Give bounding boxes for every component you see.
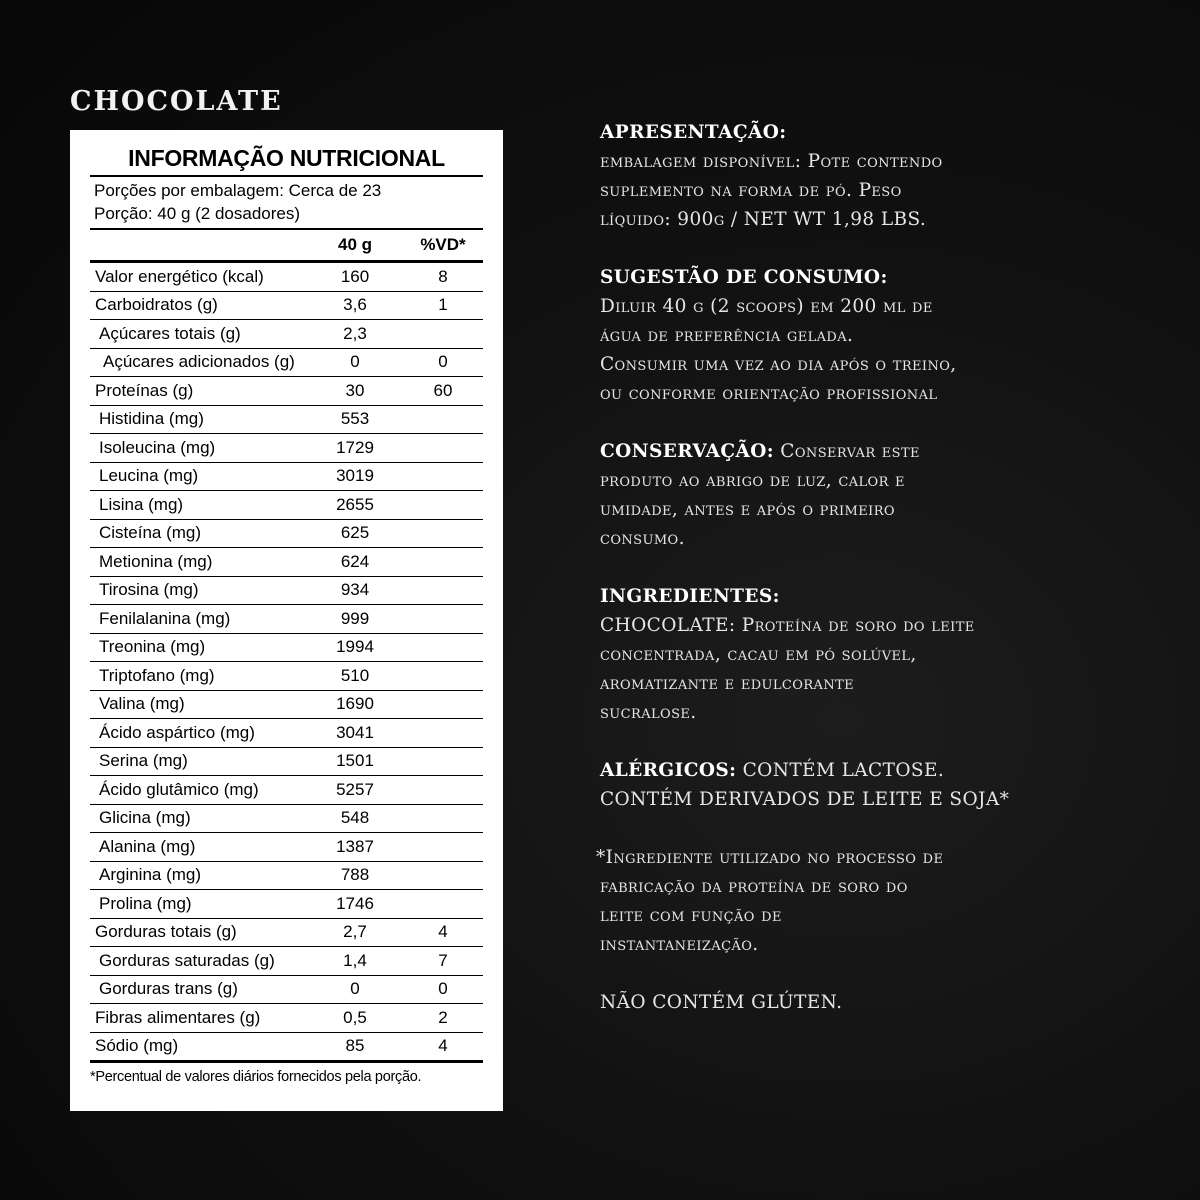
sugestao-line: ou conforme orientação profissional (600, 383, 938, 404)
apresentacao-line: líquido: 900g / NET WT 1,98 LBS. (600, 209, 927, 230)
nutrition-row (90, 690, 483, 719)
serving-size: Porção: 40 g (2 dosadores) (94, 204, 301, 223)
nutrient-dv (403, 747, 483, 776)
asterisk-note-line: leite com função de (600, 905, 782, 926)
nutrient-dv: 0 (403, 348, 483, 377)
nutrient-name: Cisteína (mg) (90, 519, 307, 548)
nutrition-row (90, 918, 483, 947)
nutrient-name: Metionina (mg) (90, 548, 307, 577)
nutrient-dv: 8 (403, 262, 483, 292)
nutrient-dv (403, 662, 483, 691)
servings-per-package: Porções por embalagem: Cerca de 23 (94, 181, 382, 200)
apresentacao-line: suplemento na forma de pó. Peso (600, 180, 902, 201)
conservacao-line: consumo. (600, 528, 685, 549)
nutrient-dv (403, 804, 483, 833)
nutrient-dv (403, 861, 483, 890)
nutrient-amount: 934 (307, 576, 403, 605)
nutrition-row (90, 548, 483, 577)
nutrient-amount: 0,5 (307, 1004, 403, 1033)
nutrient-name: Carboidratos (g) (90, 291, 307, 320)
nutrient-dv: 7 (403, 947, 483, 976)
ingredientes-line: aromatizante e edulcorante (600, 673, 855, 694)
nutrition-row (90, 890, 483, 919)
section-asterisk-note (596, 843, 1160, 959)
nutrient-name: Isoleucina (mg) (90, 434, 307, 463)
alergicos-first-line (600, 756, 1160, 785)
dv-column-header: %VD* (403, 230, 483, 262)
nutrient-dv (403, 776, 483, 805)
nutrition-row (90, 947, 483, 976)
nutrient-name: Sódio (mg) (90, 1032, 307, 1062)
nutrient-dv: 1 (403, 291, 483, 320)
section-alergicos (600, 756, 1160, 814)
nutrition-row (90, 662, 483, 691)
nutrition-row (90, 605, 483, 634)
nutrient-name: Fenilalanina (mg) (90, 605, 307, 634)
sugestao-line: água de preferência gelada. (600, 325, 854, 346)
nutrition-row (90, 861, 483, 890)
nutrient-dv (403, 605, 483, 634)
nutrient-name: Açúcares totais (g) (90, 320, 307, 349)
nutrient-amount: 1729 (307, 434, 403, 463)
nutrient-amount: 625 (307, 519, 403, 548)
nutrient-dv: 2 (403, 1004, 483, 1033)
nutrient-amount: 999 (307, 605, 403, 634)
nutrition-row (90, 633, 483, 662)
nutrition-table (90, 230, 483, 1063)
nutrient-name: Prolina (mg) (90, 890, 307, 919)
nutrition-row (90, 747, 483, 776)
nutrition-row (90, 519, 483, 548)
nutrient-name: Gorduras saturadas (g) (90, 947, 307, 976)
nutrition-row (90, 291, 483, 320)
alergicos-heading: ALÉRGICOS: (600, 760, 737, 781)
nutrition-row (90, 405, 483, 434)
nutrition-table-header (90, 230, 483, 262)
nutrient-dv (403, 719, 483, 748)
nutrient-name: Valina (mg) (90, 690, 307, 719)
ingredientes-heading: INGREDIENTES: (600, 586, 780, 607)
nutrient-dv: 60 (403, 377, 483, 406)
asterisk-note-line: instantaneização. (600, 934, 759, 955)
nutrient-name: Arginina (mg) (90, 861, 307, 890)
nutrient-name: Triptofano (mg) (90, 662, 307, 691)
nutrient-dv (403, 519, 483, 548)
conservacao-line: produto ao abrigo de luz, calor e (600, 470, 905, 491)
nutrient-amount: 0 (307, 348, 403, 377)
sugestao-line: Consumir uma vez ao dia após o treino, (600, 354, 957, 375)
nutrient-amount: 1501 (307, 747, 403, 776)
nutrition-row (90, 377, 483, 406)
nutrient-name: Ácido glutâmico (mg) (90, 776, 307, 805)
nutrient-amount: 3,6 (307, 291, 403, 320)
nutrient-name: Gorduras trans (g) (90, 975, 307, 1004)
nutrition-row (90, 320, 483, 349)
ingredientes-line: CHOCOLATE: Proteína de soro do leite (600, 615, 975, 636)
nutrient-dv (403, 548, 483, 577)
apresentacao-heading: APRESENTAÇÃO: (600, 122, 787, 143)
nutrient-amount: 624 (307, 548, 403, 577)
ingredientes-line: concentrada, cacau em pó solúvel, (600, 644, 917, 665)
conservacao-heading: CONSERVAÇÃO: (600, 441, 775, 462)
product-info (596, 118, 1160, 1046)
nutrient-amount: 85 (307, 1032, 403, 1062)
nutrient-amount: 3019 (307, 462, 403, 491)
nutrition-row (90, 262, 483, 292)
nutrient-dv (403, 462, 483, 491)
nutrient-dv (403, 633, 483, 662)
conservacao-text: Conservar este (774, 441, 920, 462)
nutrition-row (90, 719, 483, 748)
nutrient-amount: 548 (307, 804, 403, 833)
nutrient-amount: 553 (307, 405, 403, 434)
nutrient-name: Leucina (mg) (90, 462, 307, 491)
nutrient-name: Ácido aspártico (mg) (90, 719, 307, 748)
nutrition-facts-panel (70, 130, 503, 1111)
nutrition-row (90, 491, 483, 520)
nutrient-amount: 1994 (307, 633, 403, 662)
nutrient-dv (403, 690, 483, 719)
section-apresentacao (600, 118, 1160, 234)
nutrition-row (90, 833, 483, 862)
nutrient-amount: 510 (307, 662, 403, 691)
nutrient-amount: 1690 (307, 690, 403, 719)
nutrient-amount: 1746 (307, 890, 403, 919)
nutrition-row (90, 1004, 483, 1033)
conservacao-line: umidade, antes e após o primeiro (600, 499, 895, 520)
nutrition-row (90, 776, 483, 805)
nutrient-amount: 30 (307, 377, 403, 406)
nutrition-row (90, 348, 483, 377)
flavor-title: CHOCOLATE (70, 86, 283, 117)
nutrient-name: Histidina (mg) (90, 405, 307, 434)
nutrient-amount: 5257 (307, 776, 403, 805)
section-sugestao (600, 263, 1160, 408)
nutrition-row (90, 1032, 483, 1062)
sugestao-line: Diluir 40 g (2 scoops) em 200 ml de (600, 296, 933, 317)
nutrition-row (90, 462, 483, 491)
nutrient-amount: 2655 (307, 491, 403, 520)
conservacao-first-line (600, 437, 1160, 466)
ingredientes-line: sucralose. (600, 702, 697, 723)
nutrient-dv: 0 (403, 975, 483, 1004)
nutrition-row (90, 804, 483, 833)
asterisk-note-line: fabricação da proteína de soro do (600, 876, 908, 897)
nutrient-name: Gorduras totais (g) (90, 918, 307, 947)
alergicos-line: CONTÉM DERIVADOS DE LEITE E SOJA* (600, 789, 1010, 810)
nutrient-amount: 160 (307, 262, 403, 292)
nutrient-name: Serina (mg) (90, 747, 307, 776)
nutrition-rows (90, 262, 483, 1062)
asterisk-note-line: *Ingrediente utilizado no processo de (596, 847, 944, 868)
nutrient-dv (403, 890, 483, 919)
gluten-notice: NÃO CONTÉM GLÚTEN. (600, 992, 843, 1013)
section-conservacao (600, 437, 1160, 553)
apresentacao-line: embalagem disponível: Pote contendo (600, 151, 943, 172)
nutrient-amount: 1,4 (307, 947, 403, 976)
nutrition-title: INFORMAÇÃO NUTRICIONAL (90, 142, 483, 177)
section-ingredientes (600, 582, 1160, 727)
nutrient-amount: 0 (307, 975, 403, 1004)
nutrient-name: Açúcares adicionados (g) (90, 348, 307, 377)
nutrient-name: Alanina (mg) (90, 833, 307, 862)
nutrient-name: Lisina (mg) (90, 491, 307, 520)
sugestao-heading: SUGESTÃO DE CONSUMO: (600, 267, 888, 288)
nutrient-name: Treonina (mg) (90, 633, 307, 662)
nutrient-name: Fibras alimentares (g) (90, 1004, 307, 1033)
nutrient-amount: 2,3 (307, 320, 403, 349)
nutrient-amount: 2,7 (307, 918, 403, 947)
nutrient-name: Valor energético (kcal) (90, 262, 307, 292)
nutrient-amount: 788 (307, 861, 403, 890)
nutrient-dv (403, 405, 483, 434)
nutrition-row (90, 576, 483, 605)
nutrient-amount: 3041 (307, 719, 403, 748)
section-gluten (600, 988, 1160, 1017)
dv-footnote: *Percentual de valores diários fornecidos pela porção. (90, 1069, 422, 1085)
nutrient-amount: 1387 (307, 833, 403, 862)
nutrient-dv (403, 320, 483, 349)
nutrient-column-header (90, 230, 307, 262)
nutrient-name: Proteínas (g) (90, 377, 307, 406)
nutrient-dv: 4 (403, 1032, 483, 1062)
nutrient-dv (403, 434, 483, 463)
nutrition-row (90, 975, 483, 1004)
nutrient-name: Tirosina (mg) (90, 576, 307, 605)
nutrient-dv (403, 833, 483, 862)
serving-info (90, 177, 483, 230)
nutrient-dv: 4 (403, 918, 483, 947)
nutrient-dv (403, 491, 483, 520)
nutrient-name: Glicina (mg) (90, 804, 307, 833)
alergicos-text: CONTÉM LACTOSE. (736, 760, 945, 781)
nutrient-dv (403, 576, 483, 605)
amount-column-header: 40 g (307, 230, 403, 262)
nutrition-row (90, 434, 483, 463)
